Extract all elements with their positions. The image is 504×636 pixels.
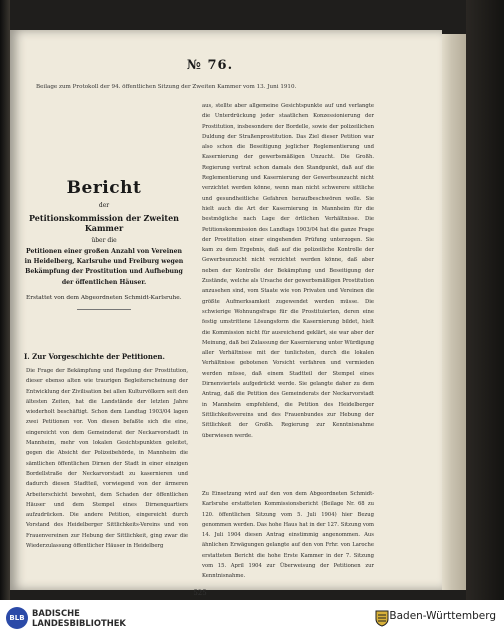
blb-logo-icon[interactable]: BLB: [6, 607, 28, 629]
library-name-line1: BADISCHE: [32, 608, 80, 618]
right-column-tail: Zu Einsetzung wird auf den von dem Abgeordneten Schmidt-Karlsruhe erstatteten Kommissionsbericht (Beilage Nr. 68 zu 120. öffentlichen Sitzung vom 5. Juli 1904) hier Bezug genommen werden. Das hohe Haus hat in der 127. Sitzung vom 14. Juli 1904 diesen Antrag einstimmig angenommen. Aus ähnlichen Erwägungen gelangte auf den von Frhr. von Laroche erstatteten Bericht die hohe Erste Kammer in der 7. Sitzung vom 15. April 1904 zur Überweisung der Petitionen zur Kenntnisnahme.: [202, 491, 374, 580]
section-heading: I. Zur Vorgeschichte der Petitionen.: [24, 352, 165, 361]
library-name-line2: LANDESBIBLIOTHEK: [32, 618, 126, 628]
commission-name: Petitionskommission der Zweiten Kammer: [29, 213, 179, 233]
right-column-text: aus, stellte aber allgemeine Gesichtspunkte auf und verlangte die Unterdrückung jeder staatlichen Konzessionierung der Prostitution, insbesondere der Bordelle, sowie der polizeilichen Duldung der Straßenprostitution. Das Ziel dieser Petition war also schon die Beseitigung jeglicher Reglementierung und Kasernierung der gewerbsmäßigen Unzucht. Die Großh. Regierung vertrat schon damals den Standpunkt, daß auf die Reglementierung und Kasernierung der Gewerbsunzucht nicht verzichtet werden könne, wenn man nicht schwerere sittliche und gesundheitliche Gefahren heraufbeschwören wolle. Sie hielt auch die Art der Kasernierung in Mannheim für die bestmögliche nach Lage der örtlichen Verhältnisse. Die Petitionskommission des Landtags 1903/04 hat die ganze Frage der Prostitution einer eingehenden Prüfung unterzogen. Sie kam zu dem Ergebnis, daß auf die polizeiliche Kontrolle der Gewerbsunzucht nicht verzichtet werden könne, daß aber neben der Kontrolle der Bekämpfung und Beseitigung der Zustände, welche als Ursache der gewerbsmäßigen Prostitution anzusehen sind, vom Staate wie von Privaten und Vereinen die größte Aufmerksamkeit zugewendet werden müsse. Die schwierige Wohnungsfrage für die Prostituierten, deren eine festig umstrittene Lösungsform die Kasernierung bildet, hielt die Kommission nicht für ausreichend geklärt, sie war aber der Meinung, daß bei Zulassung der Kasernierung unter Würdigung aller Verhältnisse mit der tunlichsten, durch die lokalen Verhältnisse gebotenen Vorsicht verfahren und vermieden werden müsse, daß einem Stadtteil der Stempel eines Dirnenviertels aufgedrückt werde. Sie gelangte daher zu dem Antrag, daß die Petition des Gemeinderats der Neckarvorstadt in Mannheim empfehlend, die Petition des Heidelberger Sittlichkeitsvereins und des Frauenbundes zur Hebung der Sittlichkeit der Großh. Regierung zur Kenntnisnahme überwiesen werde.: [202, 103, 374, 439]
report-title: Bericht: [66, 178, 142, 198]
title-ueber-die: über die: [91, 237, 117, 244]
viewer-footer: [0, 600, 504, 636]
title-divider: [77, 309, 131, 310]
petition-line: Bekämpfung der Prostitution und Aufhebung: [25, 268, 183, 276]
petition-line: der öffentlichen Häuser.: [61, 278, 147, 286]
book-cover: [466, 0, 504, 600]
protocol-subtitle: Beilage zum Protokoll der 94. öffentlichen Sitzung der Zweiten Kammer vom 13. Juni 1910.: [36, 84, 297, 90]
petition-line: in Heidelberg, Karlsruhe und Freiburg wegen: [24, 258, 184, 266]
petition-line: Petitionen einer großen Anzahl von Vereinen: [25, 248, 183, 255]
reporter-line: Erstattet von dem Abgeordneten Schmidt-Karlsruhe.: [26, 294, 182, 301]
title-der: der: [98, 202, 110, 209]
page-folio: 525: [193, 589, 207, 597]
state-name[interactable]: Baden-Württemberg: [389, 610, 496, 622]
left-column-text: Die Frage der Bekämpfung und Regelung der Prostitution, dieser ebenso alten wie traurigen Begleiterscheinung der Entwicklung der Zivilisation bei allen Kulturvölkern seit den ältesten Zeiten, hat die Landstände der letzten Jahre wiederholt beschäftigt. Schon dem Landtag 1903/04 lagen zwei Petitionen vor. Von diesen befaßte sich die eine, eingereicht von dem Gemeinderat der Neckarvorstadt in Mannheim, mehr von lokalen Gesichtspunkten geleitet, gegen die Absicht der Polizeibehörde, in Mannheim die sämtlichen öffentlichen Dirnen der Stadt in einer einzigen Bordellstraße der Neckarvorstadt zu kasernieren und dadurch diesen Stadtteil, vorwiegend von der ärmeren Arbeiterschicht bewohnt, dem Schaden der öffentlichen Häuser und dem Stempel eines Dirnenquartiers aufzudrücken. Die andere Petition, eingereicht durch Vorstand des Heidelberger Sittlichkeits-Vereins und von Frauenvereinen zur Hebung der Sittlichkeit, ging zwar die Wiederzulassung öffentlicher Häuser in Heidelberg: [26, 368, 188, 550]
document-number: № 76.: [186, 58, 234, 73]
title-block: [16, 178, 192, 310]
book-spine: [0, 0, 10, 600]
library-name[interactable]: [32, 608, 126, 628]
page-edges: [442, 34, 466, 590]
